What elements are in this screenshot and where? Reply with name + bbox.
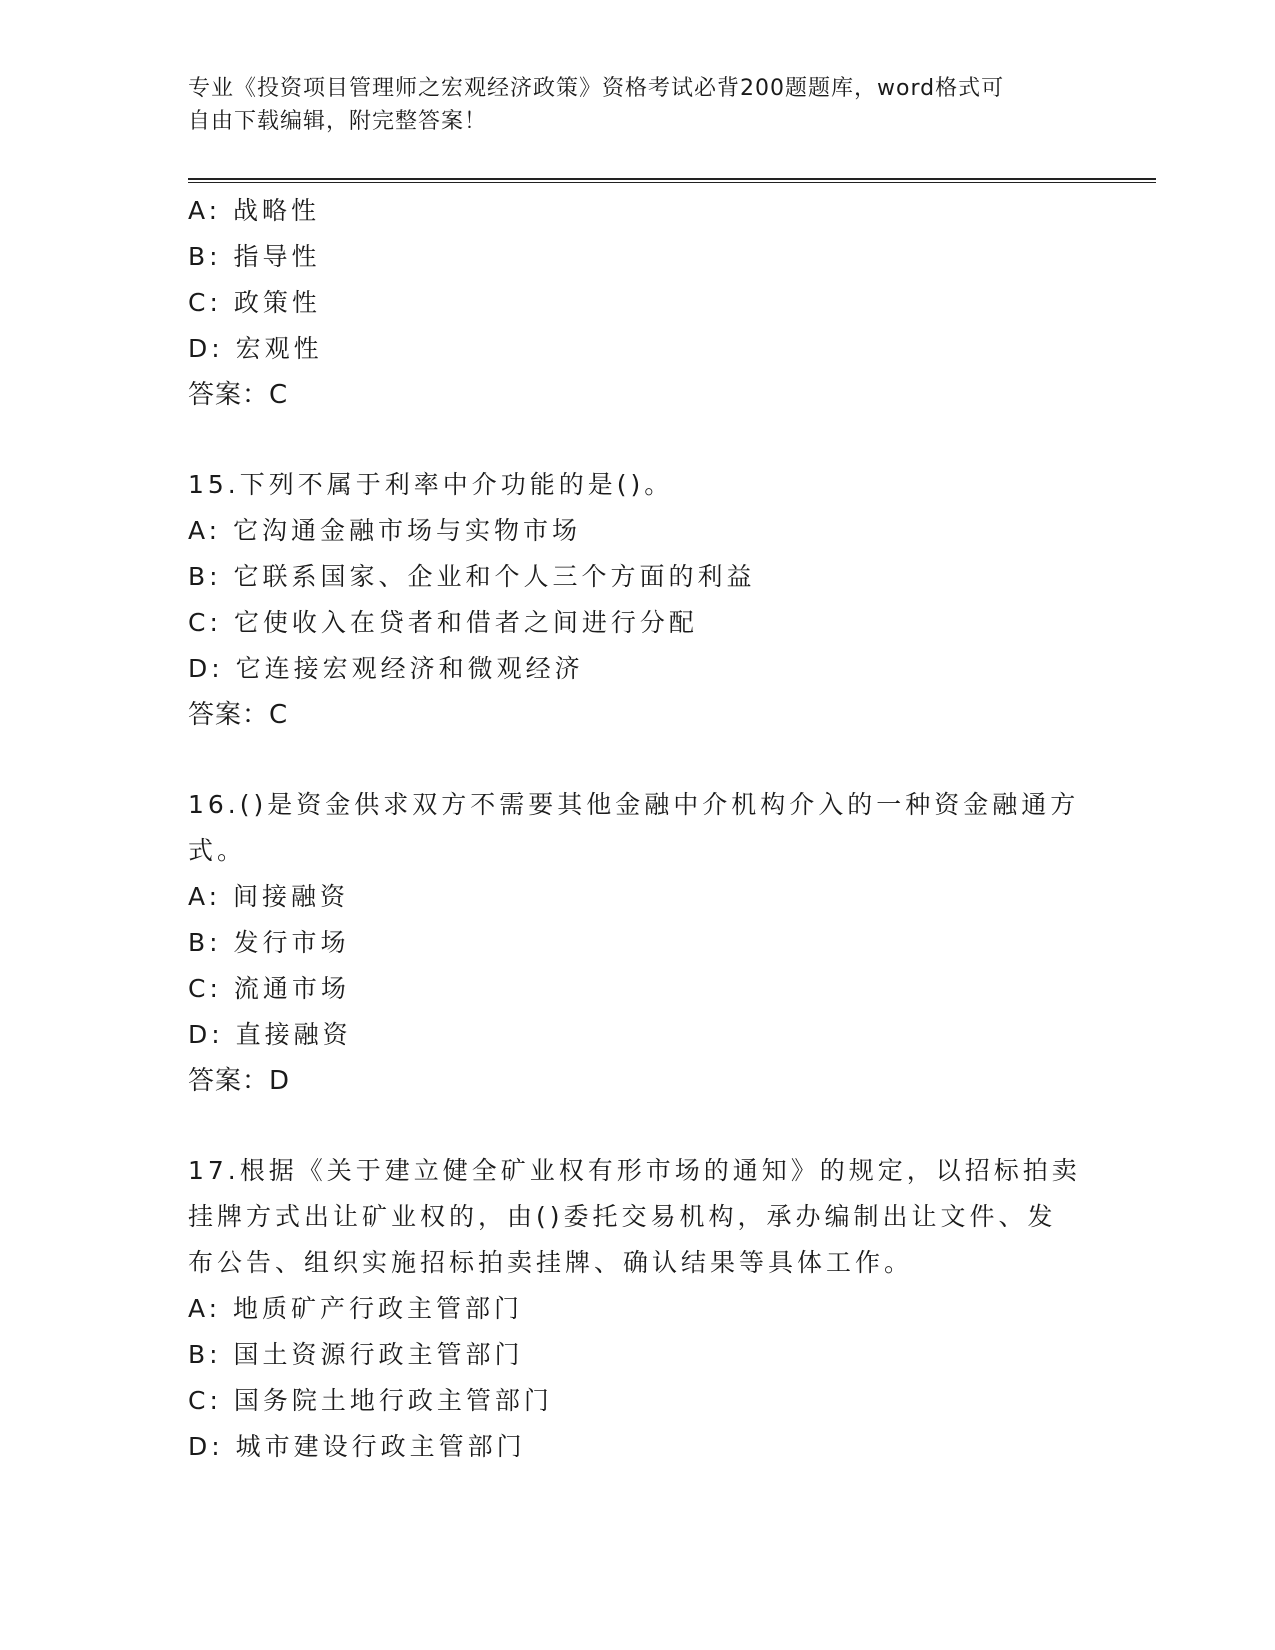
question-16 (188, 782, 1088, 1104)
question-spacer (188, 738, 1088, 782)
option-a: A: 间接融资 (188, 882, 350, 911)
question-17 (188, 1148, 1088, 1470)
question-stem-line-2: 式。 (188, 836, 247, 865)
answer: 答案：C (188, 700, 289, 730)
option-b: B: 国土资源行政主管部门 (188, 1340, 524, 1369)
header-divider (188, 178, 1156, 183)
question-stem-line-1: 17.根据《关于建立健全矿业权有形市场的通知》的规定，以招标拍卖 (188, 1156, 1081, 1185)
document-header (188, 72, 1068, 138)
question-15 (188, 462, 1088, 738)
option-c: C: 它使收入在贷者和借者之间进行分配 (188, 608, 698, 637)
header-title-line-1: 专业《投资项目管理师之宏观经济政策》资格考试必背200题题库，word格式可 (188, 76, 1005, 101)
option-a: A: 它沟通金融市场与实物市场 (188, 516, 582, 545)
option-c: C: 国务院土地行政主管部门 (188, 1386, 553, 1415)
option-c: C: 政策性 (188, 288, 321, 317)
question-stem-line-3: 布公告、组织实施招标拍卖挂牌、确认结果等具体工作。 (188, 1248, 914, 1277)
answer: 答案：C (188, 380, 289, 410)
option-b: B: 发行市场 (188, 928, 350, 957)
question-stem: 15.下列不属于利率中介功能的是()。 (188, 470, 674, 499)
header-title-line-2: 自由下载编辑，附完整答案！ (188, 109, 488, 134)
option-d: D: 宏观性 (188, 334, 323, 363)
option-d: D: 它连接宏观经济和微观经济 (188, 654, 584, 683)
question-stem-line-2: 挂牌方式出让矿业权的，由()委托交易机构，承办编制出让文件、发 (188, 1202, 1057, 1231)
option-d: D: 直接融资 (188, 1020, 352, 1049)
question-stem-line-1: 16.()是资金供求双方不需要其他金融中介机构介入的一种资金融通方 (188, 790, 1080, 819)
answer: 答案：D (188, 1066, 291, 1096)
question-spacer (188, 418, 1088, 462)
option-a: A: 地质矿产行政主管部门 (188, 1294, 524, 1323)
option-a: A: 战略性 (188, 196, 321, 225)
question-list (188, 188, 1088, 1470)
option-c: C: 流通市场 (188, 974, 350, 1003)
option-d: D: 城市建设行政主管部门 (188, 1432, 526, 1461)
option-b: B: 指导性 (188, 242, 321, 271)
option-b: B: 它联系国家、企业和个人三个方面的利益 (188, 562, 756, 591)
question-spacer (188, 1104, 1088, 1148)
question-14 (188, 188, 1088, 418)
